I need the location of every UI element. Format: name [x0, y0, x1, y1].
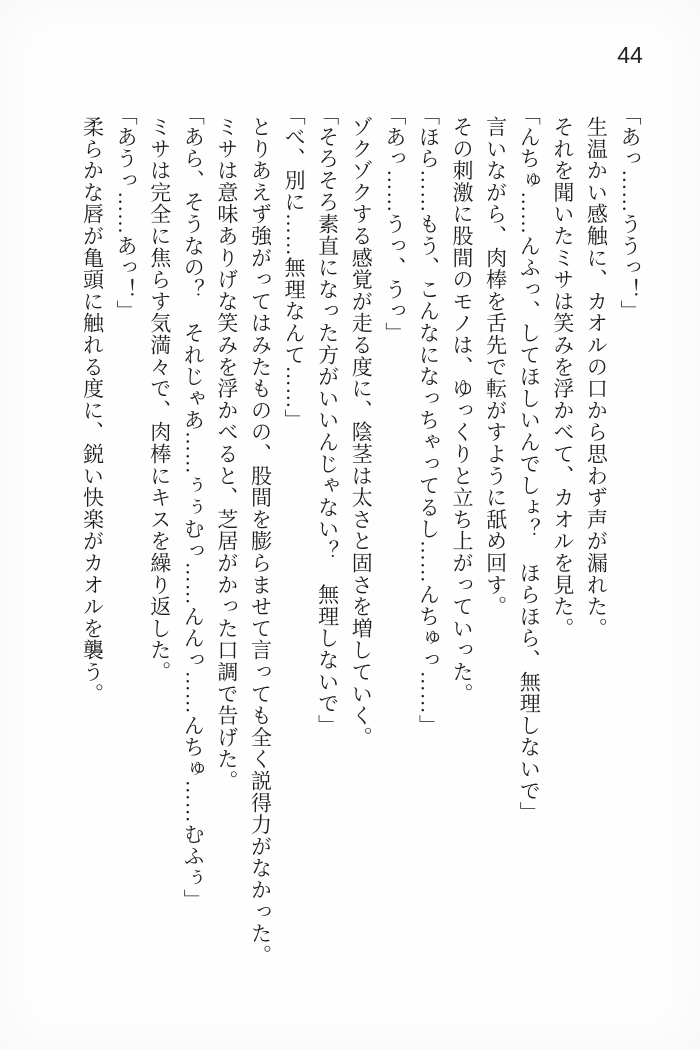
text-line-12: とりあえず強がってはみたものの、股間を膨らませて言っても全く説得力がなかった。 — [248, 115, 273, 966]
text-line-14: 「あら、そうなの？ それじゃあ……ぅぅむっ……んんっ……んちゅ……むふぅ」 — [181, 104, 206, 911]
text-line-16: 「あうっ……あっ！」 — [114, 104, 139, 322]
text-line-2: 生温かい感触に、カオルの口から思わず声が漏れた。 — [584, 115, 609, 639]
text-line-8: 「あっ……うっ、うっ」 — [382, 104, 407, 344]
text-block — [75, 104, 646, 1016]
text-line-9: ゾクゾクする感覚が走る度に、陰茎は太さと固さを増していく。 — [349, 115, 374, 748]
text-line-6: その刺激に股間のモノは、ゆっくりと立ち上がっていった。 — [450, 115, 475, 705]
text-line-1: 「あっ……ううっ！」 — [618, 104, 642, 322]
text-line-10: 「そろそろ素直になった方がいいんじゃない？ 無理しないで」 — [315, 104, 340, 737]
text-line-5: 言いながら、肉棒を舌先で転がすように舐め回す。 — [483, 115, 508, 617]
text-line-13: ミサは意味ありげな笑みを浮かべると、芝居がかった口調で告げた。 — [214, 115, 239, 792]
text-line-7: 「ほら……もう、こんなになっちゃってるし……んちゅっ……」 — [416, 104, 441, 737]
text-line-17: 柔らかな唇が亀頭に触れる度に、鋭い快楽がカオルを襲う。 — [80, 115, 105, 705]
text-line-4: 「んちゅ……んふっ、してほしいんでしょ？ ほらほら、無理しないで」 — [517, 104, 542, 824]
page-number: 44 — [617, 42, 643, 68]
text-line-11: 「べ、別に……無理なんて……」 — [282, 104, 307, 431]
text-line-3: それを聞いたミサは笑みを浮かべて、カオルを見た。 — [550, 115, 575, 639]
text-line-15: ミサは完全に焦らす気満々で、肉棒にキスを繰り返した。 — [147, 115, 172, 683]
